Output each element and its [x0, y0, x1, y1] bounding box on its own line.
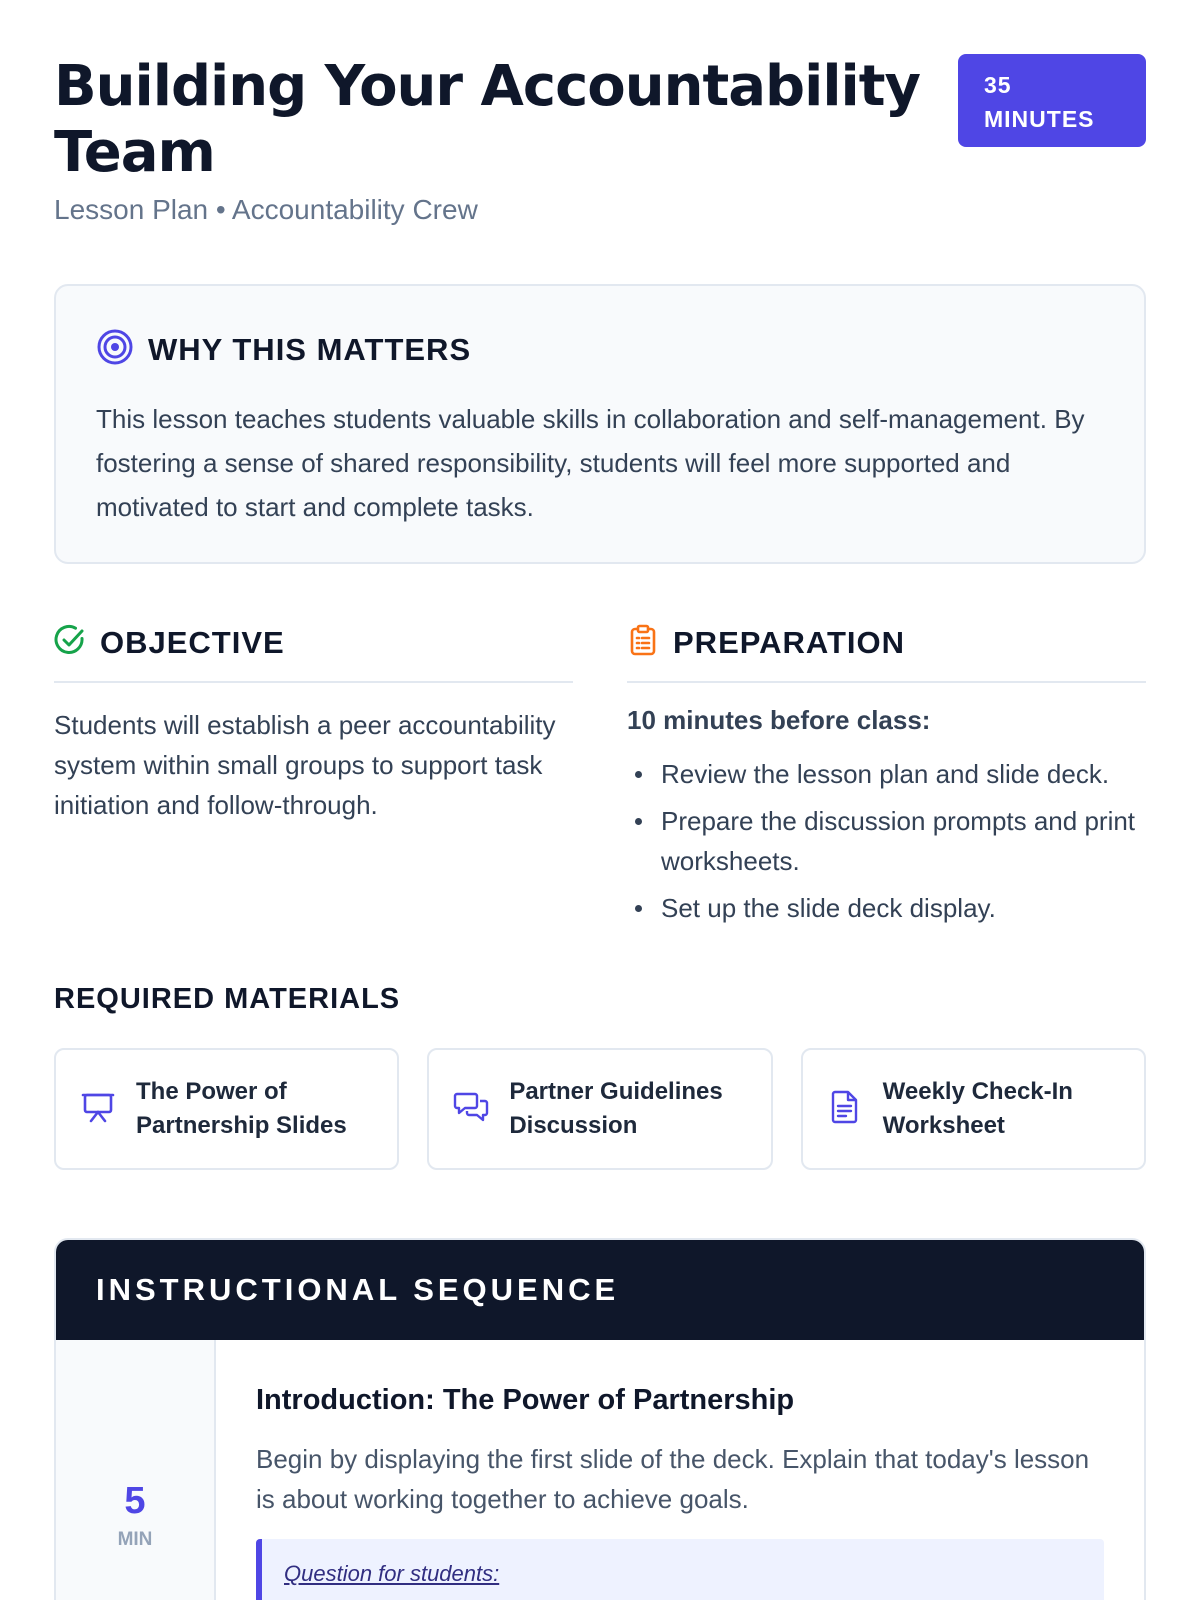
sequence-heading: INSTRUCTIONAL SEQUENCE — [96, 1272, 620, 1307]
duration-unit: MINUTES — [984, 106, 1095, 132]
clipboard-icon — [627, 624, 659, 661]
material-label — [509, 1075, 722, 1143]
preparation-lead: 10 minutes before class: — [627, 705, 931, 735]
material-label-line: Partnership Slides — [136, 1112, 347, 1139]
question-callout — [256, 1539, 1104, 1600]
duration-value: 35 — [984, 72, 1012, 98]
material-label — [883, 1075, 1073, 1143]
step-text: Begin by displaying the first slide of the deck. Explain that today's lesson is about working together to achieve goals. — [256, 1444, 1090, 1514]
material-label-line: Worksheet — [882, 1112, 1005, 1139]
duration-badge — [958, 54, 1146, 147]
page-subtitle: Lesson Plan • Accountability Crew — [54, 194, 478, 225]
step-content — [216, 1340, 1144, 1600]
step-unit: MIN — [117, 1529, 153, 1550]
why-heading — [96, 328, 1104, 371]
question-label[interactable]: Question for students: — [284, 1561, 500, 1586]
why-text: This lesson teaches students valuable skills in collaboration and self-management. By fostering a sense of shared responsibility, students will feel more supported and motivated to start and complete tasks. — [96, 404, 1085, 522]
materials-heading: REQUIRED MATERIALS — [54, 983, 401, 1015]
materials-list — [54, 1048, 1146, 1170]
check-circle-icon — [54, 624, 86, 661]
step-title: Introduction: The Power of Partnership — [256, 1384, 795, 1416]
material-label — [136, 1075, 347, 1143]
step-duration — [56, 1340, 216, 1600]
sequence-header — [56, 1240, 1144, 1340]
preparation-heading-label: PREPARATION — [673, 624, 906, 660]
chat-icon — [453, 1089, 489, 1130]
material-label-line: The Power of — [136, 1078, 287, 1105]
page-title: Building Your Accountability Team — [54, 54, 920, 185]
objective-preparation-row — [54, 624, 1146, 935]
document-icon — [827, 1089, 863, 1130]
step-minutes: 5 — [124, 1480, 146, 1522]
material-discussion[interactable] — [427, 1048, 772, 1170]
list-item: Prepare the discussion prompts and print worksheets. — [627, 801, 1146, 881]
preparation-heading — [627, 624, 1146, 683]
objective-text: Students will establish a peer accountability system within small groups to support task initiation and follow-through. — [54, 710, 556, 820]
why-this-matters-card — [54, 284, 1146, 564]
material-label-line: Partner Guidelines — [509, 1078, 723, 1105]
why-heading-label: WHY THIS MATTERS — [148, 331, 472, 367]
instructional-sequence — [54, 1238, 1146, 1600]
preparation-list — [627, 754, 1146, 928]
material-label-line: Weekly Check-In — [882, 1078, 1073, 1105]
target-icon — [96, 328, 134, 371]
material-worksheet[interactable] — [801, 1048, 1146, 1170]
material-slides[interactable] — [54, 1048, 399, 1170]
presentation-icon — [80, 1089, 116, 1130]
sequence-step — [56, 1340, 1144, 1600]
header — [54, 0, 1146, 226]
objective-heading-label: OBJECTIVE — [100, 624, 285, 660]
objective-heading — [54, 624, 573, 683]
preparation-section — [627, 624, 1146, 935]
list-item: Set up the slide deck display. — [627, 888, 1146, 928]
objective-section — [54, 624, 573, 935]
list-item: Review the lesson plan and slide deck. — [627, 754, 1146, 794]
material-label-line: Discussion — [509, 1112, 638, 1139]
